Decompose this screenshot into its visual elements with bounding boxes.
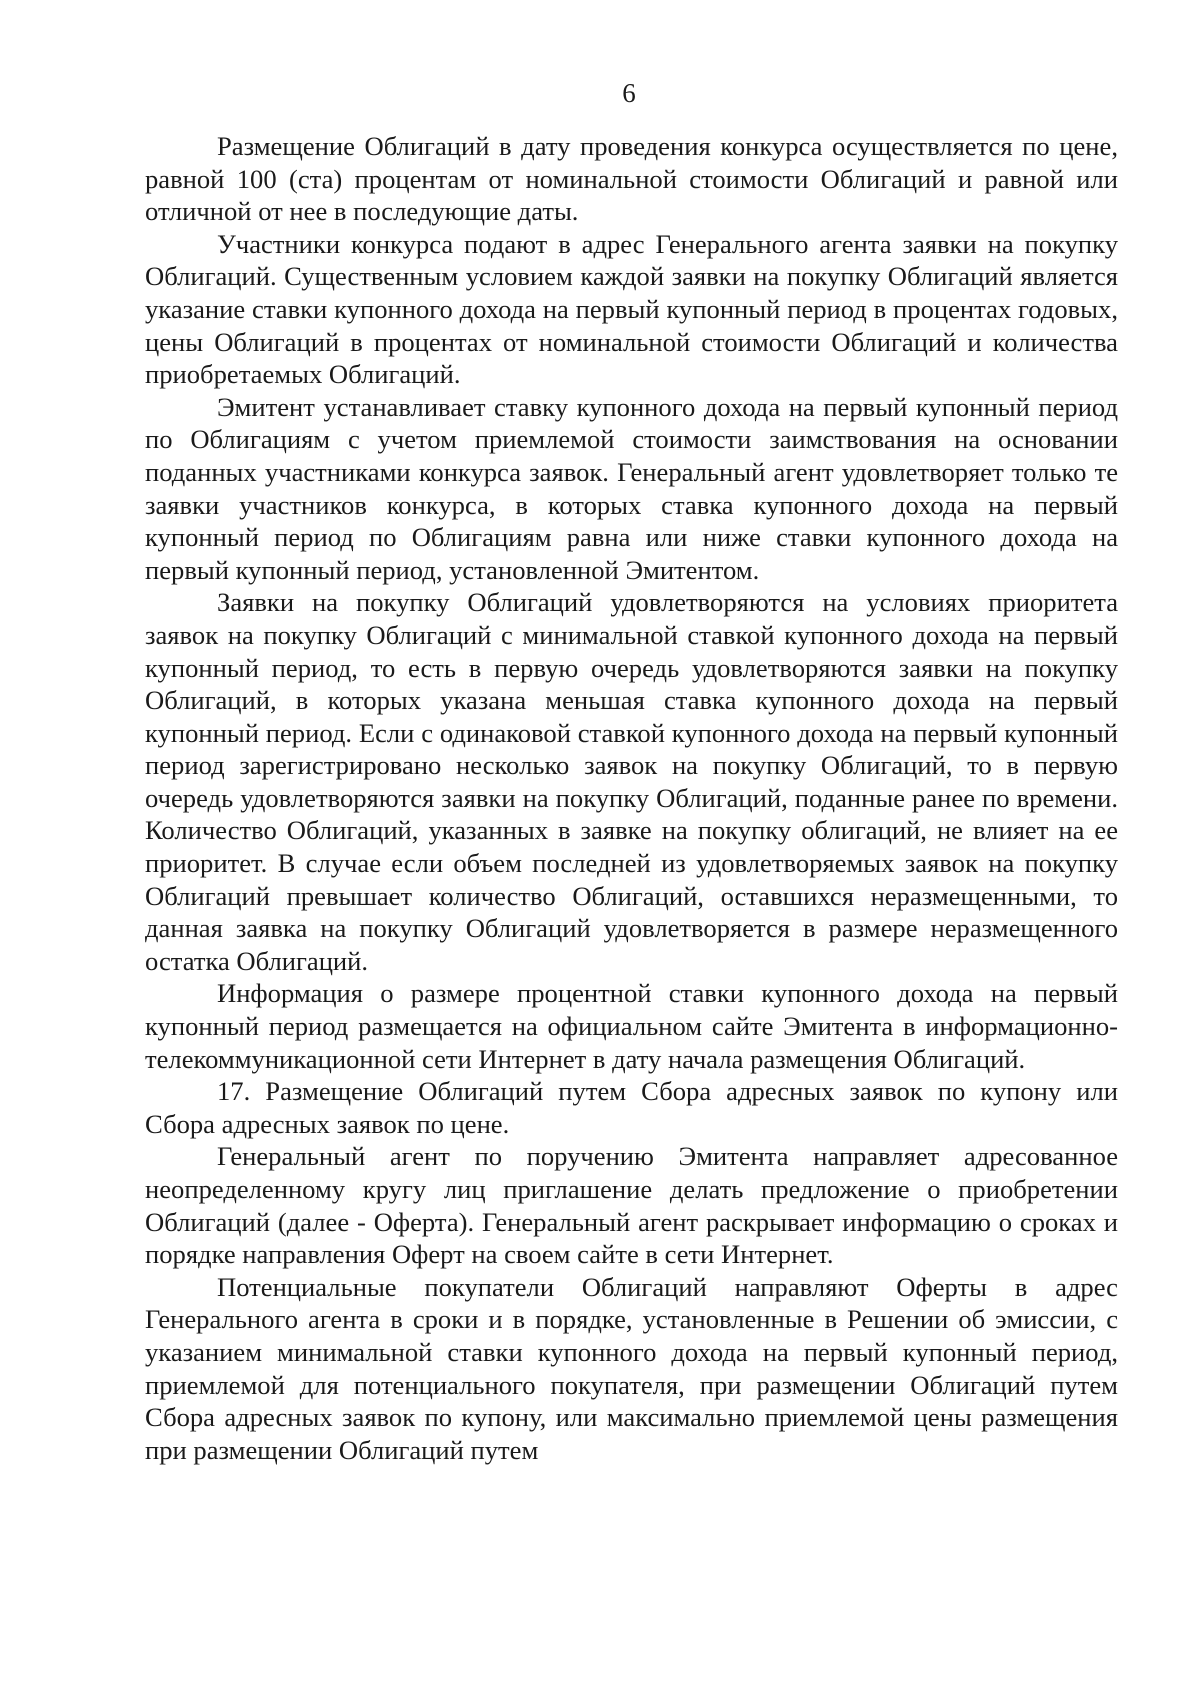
- page-number: 6: [622, 78, 636, 108]
- paragraph-bid-priority: Заявки на покупку Облигаций удовлетворяются на условиях приоритета заявок на покупку Облигаций с минимальной ставкой купонного дохода на первый купонный период, то есть в первую очередь удовлетворяются заявки на покупку Облигаций, в которых указана меньшая ставка купонного дохода на первый купонный период. Если с одинаковой ставкой купонного дохода на первый купонный период зарегистрировано несколько заявок на покупку Облигаций, то в первую очередь удовлетворяются заявки на покупку Облигаций, поданные ранее по времени. Количество Облигаций, указанных в заявке на покупку облигаций, не влияет на ее приоритет. В случае если объем последней из удовлетворяемых заявок на покупку Облигаций превышает количество Облигаций, оставшихся неразмещенными, то данная заявка на покупку Облигаций удовлетворяется в размере неразмещенного остатка Облигаций.: [145, 587, 1118, 976]
- paragraph-placement-price: Размещение Облигаций в дату проведения конкурса осуществляется по цене, равной 100 (ста) процентам от номинальной стоимости Облигаций и равной или отличной от нее в последующие даты.: [145, 131, 1118, 227]
- paragraph-issuer-coupon-rate: Эмитент устанавливает ставку купонного дохода на первый купонный период по Облигациям с учетом приемлемой стоимости заимствования на основании поданных участниками конкурса заявок. Генеральный агент удовлетворяет только те заявки участников конкурса, в которых ставка купонного дохода на первый купонный период по Облигациям равна или ниже ставки купонного дохода на первый купонный период, установленной Эмитентом.: [145, 391, 1118, 585]
- paragraph-competition-bids: Участники конкурса подают в адрес Генерального агента заявки на покупку Облигаций. Существенным условием каждой заявки на покупку Облигаций является указание ставки купонного дохода на первый купонный период в процентах годовых, цены Облигаций в процентах от номинальной стоимости Облигаций и количества приобретаемых Облигаций.: [145, 228, 1118, 390]
- paragraph-rate-disclosure: Информация о размере процентной ставки купонного дохода на первый купонный период размещается на официальном сайте Эмитента в информационно-телекоммуникационной сети Интернет в дату начала размещения Облигаций.: [145, 978, 1118, 1074]
- paragraph-general-agent-offer: Генеральный агент по поручению Эмитента направляет адресованное неопределенному кругу лиц приглашение делать предложение о приобретении Облигаций (далее - Оферта). Генеральный агент раскрывает информацию о сроках и порядке направления Оферт на своем сайте в сети Интернет.: [145, 1141, 1118, 1270]
- paragraph-section-17: 17. Размещение Облигаций путем Сбора адресных заявок по купону или Сбора адресных заявок по цене.: [145, 1076, 1118, 1139]
- document-body: [145, 130, 1118, 1466]
- paragraph-potential-buyers: Потенциальные покупатели Облигаций направляют Оферты в адрес Генерального агента в сроки и в порядке, установленные в Решении об эмиссии, с указанием минимальной ставки купонного дохода на первый купонный период, приемлемой для потенциального покупателя, при размещении Облигаций путем Сбора адресных заявок по купону, или максимально приемлемой цены размещения при размещении Облигаций путем: [145, 1271, 1118, 1465]
